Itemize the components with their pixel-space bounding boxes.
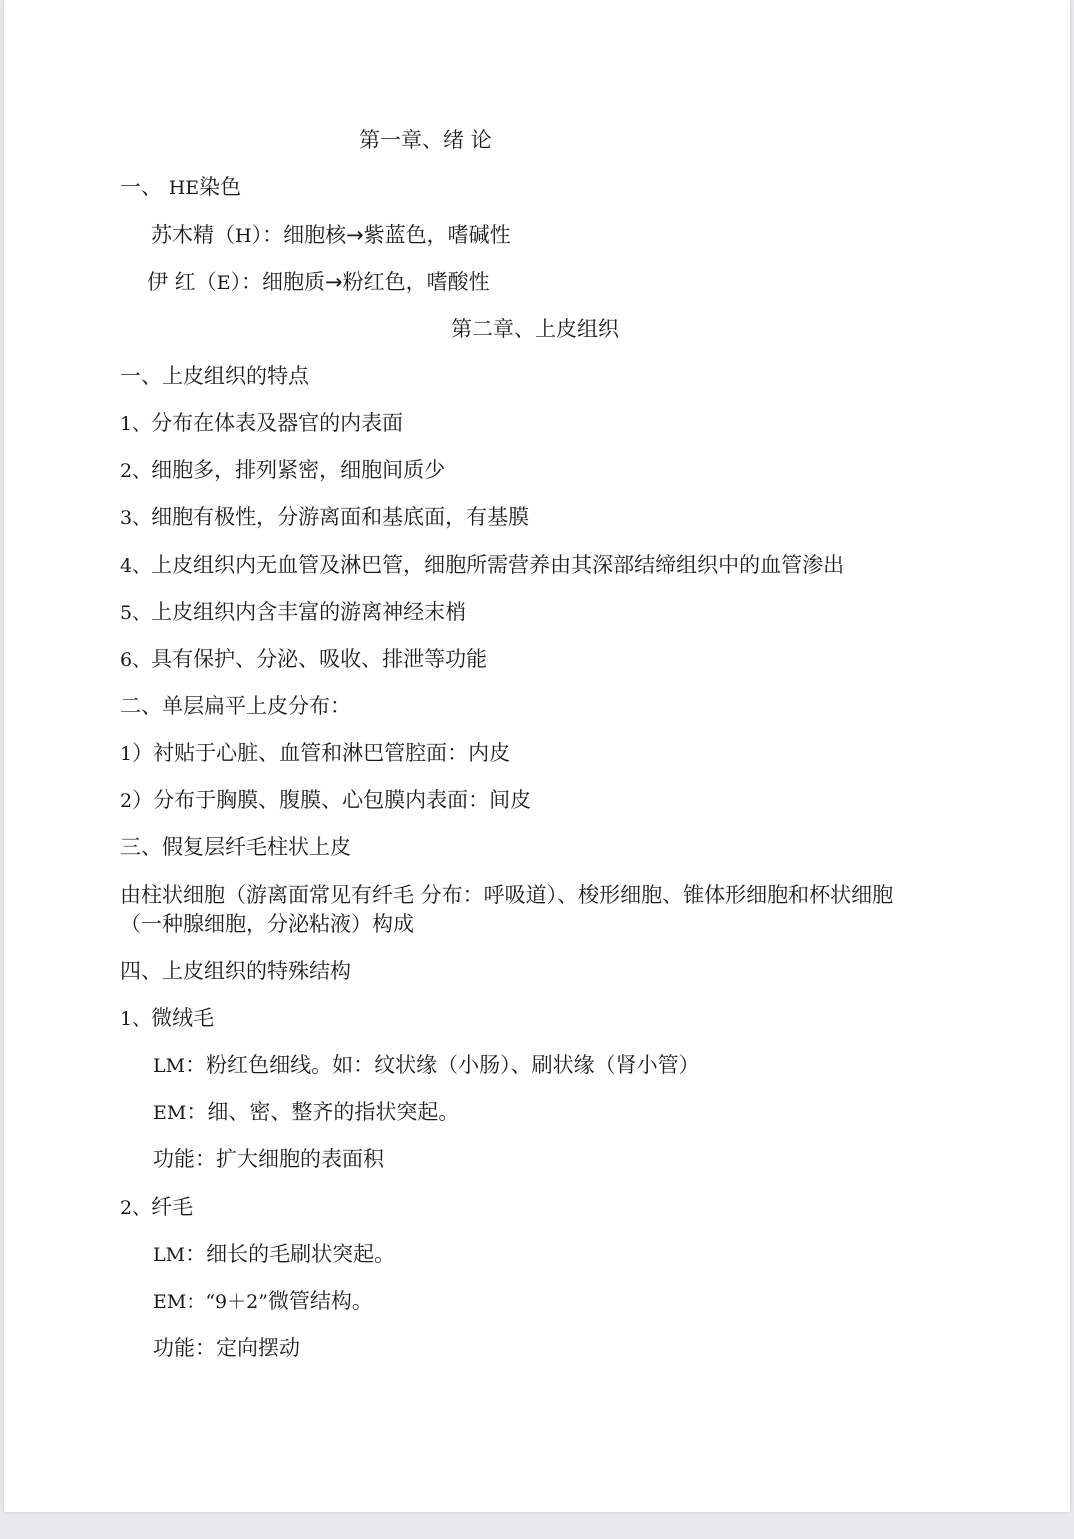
item-text: ）分布于胸膜、腹膜、心包膜内表面：间皮 <box>132 788 532 812</box>
section-simple-squamous: 二、单层扁平上皮分布： <box>120 694 351 718</box>
text: ：细长的毛刷状突起。 <box>185 1242 396 1266</box>
hematoxylin-line <box>151 221 511 250</box>
item-text: ）衬贴于心脏、血管和淋巴管腔面：内皮 <box>132 741 511 765</box>
microvilli-lm <box>153 1051 700 1080</box>
code: EM <box>153 1102 187 1124</box>
eosin-line <box>147 268 490 297</box>
microvilli-function: 功能：扩大细胞的表面积 <box>153 1147 384 1171</box>
pseudostratified-body-line-1: 由柱状细胞（游离面常见有纤毛 分布：呼吸道）、梭形细胞、锥体形细胞和杯状细胞 <box>120 883 894 907</box>
cilia-heading <box>120 1193 193 1222</box>
item-text: 纤毛 <box>151 1195 194 1219</box>
chapter-2-title: 第二章、上皮组织 <box>451 317 619 341</box>
code: LM <box>153 1244 186 1266</box>
item-number: 1、 <box>120 1008 152 1030</box>
text: 微管结构。 <box>267 1289 373 1313</box>
code: LM <box>153 1055 186 1077</box>
item-number: 1 <box>120 743 133 765</box>
item-text: 细胞多，排列紧密，细胞间质少 <box>151 458 446 482</box>
cilia-em <box>153 1287 373 1316</box>
label: 伊 红（ <box>147 270 217 294</box>
section-pseudostratified: 三、假复层纤毛柱状上皮 <box>120 835 351 859</box>
item-number: 4、 <box>120 555 152 577</box>
section-text: 染色 <box>199 175 242 199</box>
microvilli-heading <box>120 1004 214 1033</box>
feature-item <box>120 598 466 627</box>
item-number: 2、 <box>120 460 152 482</box>
text: ）：细胞质→粉红色，嗜酸性 <box>230 270 490 294</box>
section-he-stain <box>120 173 241 202</box>
item-number: 1、 <box>120 413 152 435</box>
feature-item <box>120 551 844 580</box>
item-text: 具有保护、分泌、吸收、排泄等功能 <box>151 647 488 671</box>
label: 苏木精（ <box>151 223 235 247</box>
cilia-lm <box>153 1240 395 1269</box>
distribution-item <box>120 739 510 768</box>
section-features: 一、上皮组织的特点 <box>120 364 309 388</box>
pseudostratified-body-line-2: （一种腺细胞，分泌粘液）构成 <box>120 912 414 936</box>
text: ：细、密、整齐的指状突起。 <box>186 1100 460 1124</box>
item-number: 2 <box>120 790 133 812</box>
item-text: 分布在体表及器官的内表面 <box>151 411 404 435</box>
item-text: 上皮组织内无血管及淋巴管，细胞所需营养由其深部结缔组织中的血管渗出 <box>151 553 845 577</box>
section-special-structures: 四、上皮组织的特殊结构 <box>120 959 351 983</box>
feature-item <box>120 645 487 674</box>
item-number: 5、 <box>120 602 152 624</box>
item-number: 2、 <box>120 1197 152 1219</box>
microvilli-em <box>153 1098 459 1127</box>
item-number: 6、 <box>120 649 152 671</box>
document-page <box>4 0 1070 1512</box>
item-number: 3、 <box>120 507 152 529</box>
code: EM： <box>153 1291 206 1313</box>
distribution-item <box>120 786 531 815</box>
feature-item <box>120 503 529 532</box>
code: E <box>216 272 231 294</box>
quote: “9＋2” <box>205 1291 268 1313</box>
chapter-1-title: 第一章、绪 论 <box>359 128 492 152</box>
feature-item <box>120 456 445 485</box>
section-code: HE <box>168 177 200 199</box>
text: ：粉红色细线。如：纹状缘（小肠）、刷状缘（肾小管） <box>185 1053 700 1077</box>
item-text: 上皮组织内含丰富的游离神经末梢 <box>151 600 467 624</box>
item-text: 微绒毛 <box>151 1006 215 1030</box>
section-prefix: 一、 <box>120 175 162 199</box>
text: ）：细胞核→紫蓝色，嗜碱性 <box>251 223 511 247</box>
code: H <box>235 225 252 247</box>
item-text: 细胞有极性，分游离面和基底面，有基膜 <box>151 505 530 529</box>
feature-item <box>120 409 403 438</box>
cilia-function: 功能：定向摆动 <box>153 1336 300 1360</box>
